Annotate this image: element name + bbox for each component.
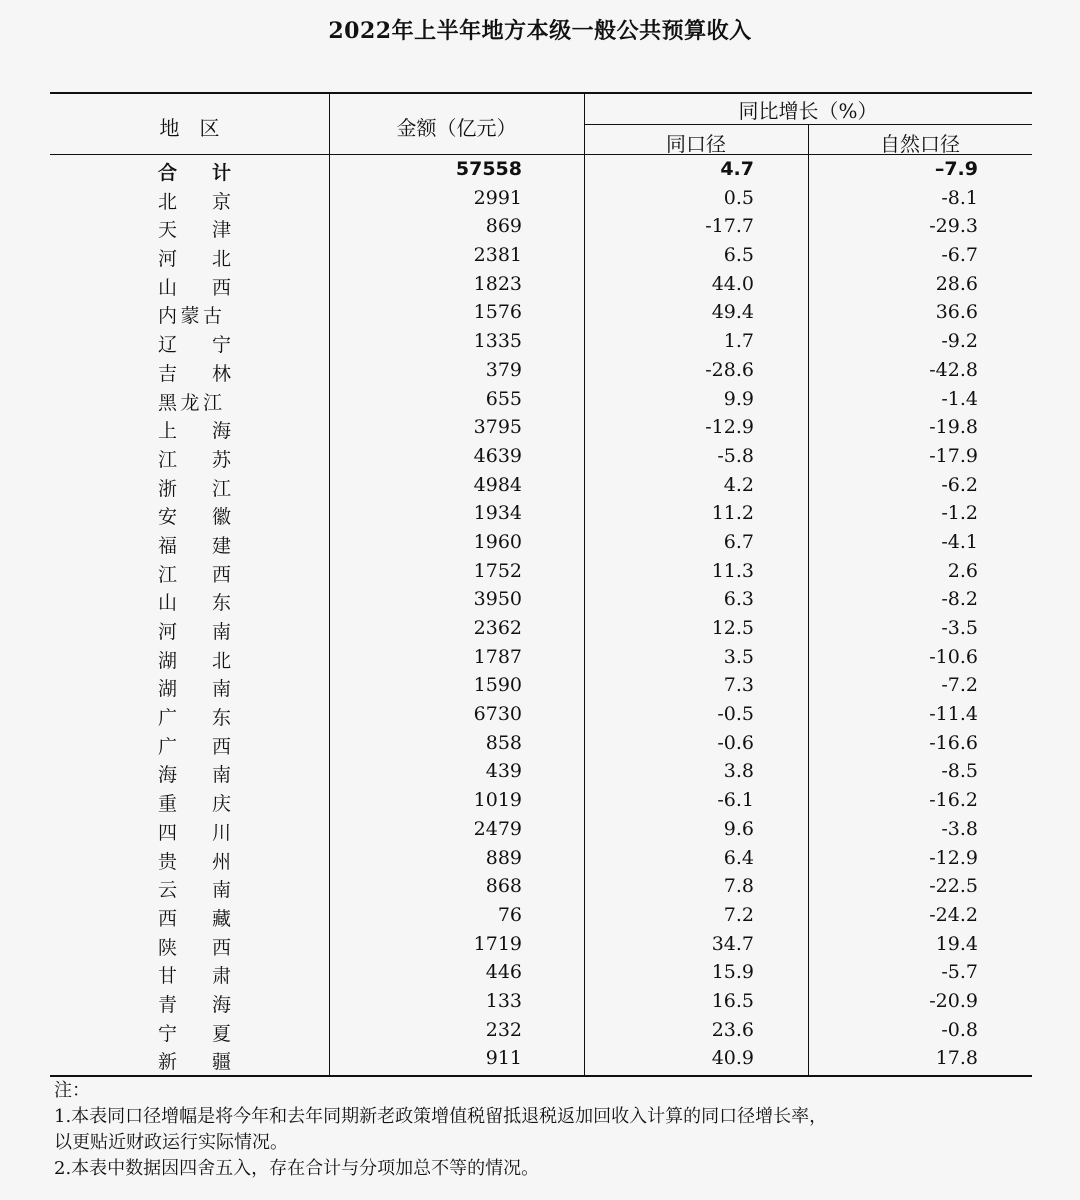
note-1-continued: 以更贴近财政运行实际情况。 bbox=[54, 1132, 288, 1153]
same-basis-cell: 9.9 bbox=[723, 387, 754, 410]
region-name: 广 西 bbox=[158, 735, 240, 758]
same-basis-cell: 9.6 bbox=[723, 817, 754, 840]
amount-cell: 1787 bbox=[473, 645, 522, 668]
table-row bbox=[50, 987, 1032, 1016]
same-basis-cell: 7.2 bbox=[723, 903, 754, 926]
natural-basis-cell: -6.7 bbox=[941, 244, 978, 267]
region-name: 贵 州 bbox=[158, 850, 240, 873]
same-basis-cell: 6.3 bbox=[723, 588, 754, 611]
same-basis-cell: 16.5 bbox=[711, 989, 754, 1012]
same-basis-cell: -12.9 bbox=[705, 416, 754, 439]
amount-cell: 6730 bbox=[473, 703, 522, 726]
natural-basis-cell: -24.2 bbox=[929, 903, 978, 926]
same-basis-cell: 23.6 bbox=[711, 1018, 754, 1041]
same-basis-cell: -0.6 bbox=[717, 731, 754, 754]
region-name: 青 海 bbox=[158, 993, 240, 1016]
same-basis-cell: 6.5 bbox=[723, 244, 754, 267]
page-title: 2022年上半年地方本级一般公共预算收入 bbox=[328, 18, 752, 44]
same-basis-cell: -28.6 bbox=[705, 358, 754, 381]
natural-basis-cell: 28.6 bbox=[935, 272, 978, 295]
natural-basis-cell: -16.2 bbox=[929, 789, 978, 812]
table-row bbox=[50, 815, 1032, 844]
amount-cell: 1934 bbox=[473, 502, 522, 525]
region-name: 内蒙古 bbox=[158, 305, 222, 328]
amount-cell: 1335 bbox=[473, 330, 522, 353]
table-row bbox=[50, 413, 1032, 442]
region-name: 山 西 bbox=[158, 276, 240, 299]
same-basis-cell: 0.5 bbox=[723, 186, 754, 209]
amount-cell: 2991 bbox=[473, 186, 522, 209]
natural-basis-cell: -12.9 bbox=[929, 846, 978, 869]
table-row bbox=[50, 528, 1032, 557]
same-basis-cell: 4.7 bbox=[720, 158, 754, 180]
table-row bbox=[50, 1044, 1032, 1073]
region-name: 天 津 bbox=[158, 219, 240, 242]
natural-basis-cell: -7.2 bbox=[941, 674, 978, 697]
table-row bbox=[50, 1016, 1032, 1045]
table-row bbox=[50, 901, 1032, 930]
region-name: 湖 北 bbox=[158, 649, 240, 672]
table-row bbox=[50, 930, 1032, 959]
table-row bbox=[50, 614, 1032, 643]
natural-basis-cell: -22.5 bbox=[929, 875, 978, 898]
natural-basis-cell: -5.7 bbox=[941, 961, 978, 984]
natural-basis-cell: -1.4 bbox=[941, 387, 978, 410]
natural-basis-cell: -8.1 bbox=[941, 186, 978, 209]
amount-cell: 2362 bbox=[473, 617, 522, 639]
same-basis-cell: 12.5 bbox=[711, 617, 754, 639]
same-basis-cell: 6.4 bbox=[723, 846, 754, 869]
same-basis-cell: 3.5 bbox=[723, 645, 754, 668]
table-bottom-rule bbox=[50, 1075, 1032, 1077]
table-row bbox=[50, 499, 1032, 528]
same-basis-cell: 34.7 bbox=[711, 932, 754, 955]
table-row bbox=[50, 298, 1032, 327]
natural-basis-cell: 19.4 bbox=[935, 932, 978, 955]
amount-cell: 4639 bbox=[473, 444, 522, 467]
table-row bbox=[50, 757, 1032, 786]
table-top-rule bbox=[50, 92, 1032, 94]
table-row bbox=[50, 585, 1032, 614]
amount-cell: 133 bbox=[485, 989, 522, 1012]
natural-basis-cell: -20.9 bbox=[929, 989, 978, 1012]
region-name: 云 南 bbox=[158, 879, 240, 902]
table-row bbox=[50, 958, 1032, 987]
amount-cell: 911 bbox=[485, 1047, 522, 1070]
natural-basis-cell: -1.2 bbox=[941, 502, 978, 525]
amount-cell: 3795 bbox=[473, 416, 522, 439]
region-name: 山 东 bbox=[158, 592, 240, 615]
table-row bbox=[50, 729, 1032, 758]
same-basis-cell: 11.2 bbox=[711, 502, 754, 525]
table-row bbox=[50, 212, 1032, 241]
same-basis-cell: 7.3 bbox=[723, 674, 754, 697]
table-row bbox=[50, 844, 1032, 873]
same-basis-cell: 15.9 bbox=[711, 961, 754, 984]
natural-basis-cell: -8.2 bbox=[941, 588, 978, 611]
region-name: 海 南 bbox=[158, 764, 240, 787]
region-name: 江 西 bbox=[158, 563, 240, 586]
amount-cell: 76 bbox=[497, 903, 522, 926]
region-name: 合 计 bbox=[158, 162, 240, 184]
region-name: 江 苏 bbox=[158, 448, 240, 471]
region-name: 黑龙江 bbox=[158, 391, 222, 414]
amount-cell: 1823 bbox=[473, 272, 522, 295]
table-row bbox=[50, 442, 1032, 471]
table-row bbox=[50, 241, 1032, 270]
natural-basis-cell: -4.1 bbox=[941, 530, 978, 553]
same-basis-cell: 49.4 bbox=[711, 301, 754, 324]
amount-cell: 1752 bbox=[473, 559, 522, 582]
note-heading: 注： bbox=[54, 1080, 90, 1101]
table-body bbox=[50, 155, 1032, 1073]
footnotes bbox=[54, 1078, 827, 1182]
amount-cell: 379 bbox=[485, 358, 522, 381]
same-basis-cell: 6.7 bbox=[723, 530, 754, 553]
same-basis-cell: -5.8 bbox=[717, 444, 754, 467]
natural-basis-cell: -16.6 bbox=[929, 731, 978, 754]
table-row bbox=[50, 356, 1032, 385]
same-basis-cell: 7.8 bbox=[723, 875, 754, 898]
amount-cell: 1019 bbox=[473, 789, 522, 812]
natural-basis-cell: -3.5 bbox=[941, 617, 978, 639]
amount-cell: 1590 bbox=[473, 674, 522, 697]
natural-basis-cell: –7.9 bbox=[934, 158, 978, 180]
same-basis-cell: -6.1 bbox=[717, 789, 754, 812]
natural-basis-cell: -10.6 bbox=[929, 645, 978, 668]
same-basis-cell: 3.8 bbox=[723, 760, 754, 783]
same-basis-cell: 4.2 bbox=[723, 473, 754, 496]
table-row bbox=[50, 385, 1032, 414]
amount-cell: 869 bbox=[485, 215, 522, 238]
table-row bbox=[50, 643, 1032, 672]
region-name: 北 京 bbox=[158, 190, 240, 213]
amount-cell: 1576 bbox=[473, 301, 522, 324]
amount-cell: 868 bbox=[485, 875, 522, 898]
natural-basis-cell: -29.3 bbox=[929, 215, 978, 238]
header-region: 地区 bbox=[159, 116, 240, 140]
amount-cell: 57558 bbox=[455, 158, 522, 180]
table-row bbox=[50, 671, 1032, 700]
amount-cell: 2479 bbox=[473, 817, 522, 840]
region-name: 湖 南 bbox=[158, 678, 240, 701]
region-name: 吉 林 bbox=[158, 362, 240, 385]
region-name: 辽 宁 bbox=[158, 334, 240, 357]
region-name: 西 藏 bbox=[158, 907, 240, 930]
natural-basis-cell: 2.6 bbox=[947, 559, 978, 582]
amount-cell: 232 bbox=[485, 1018, 522, 1041]
amount-cell: 446 bbox=[485, 961, 522, 984]
amount-cell: 439 bbox=[485, 760, 522, 783]
region-name: 河 南 bbox=[158, 621, 240, 643]
header-same-basis: 同口径 bbox=[666, 132, 726, 156]
header-yoy-growth: 同比增长（%） bbox=[738, 99, 878, 123]
amount-cell: 2381 bbox=[473, 244, 522, 267]
region-name: 广 东 bbox=[158, 707, 240, 730]
table-row bbox=[50, 557, 1032, 586]
table-row bbox=[50, 184, 1032, 213]
table-row bbox=[50, 786, 1032, 815]
same-basis-cell: -17.7 bbox=[705, 215, 754, 238]
header-amount: 金额（亿元） bbox=[396, 116, 517, 140]
natural-basis-cell: -11.4 bbox=[929, 703, 978, 726]
same-basis-cell: 40.9 bbox=[711, 1047, 754, 1070]
table-row bbox=[50, 700, 1032, 729]
note-2: 2.本表中数据因四舍五入，存在合计与分项加总不等的情况。 bbox=[54, 1158, 540, 1179]
natural-basis-cell: -42.8 bbox=[929, 358, 978, 381]
region-name: 安 徽 bbox=[158, 506, 240, 529]
table-row-total bbox=[50, 155, 1032, 184]
region-name: 陕 西 bbox=[158, 936, 240, 959]
natural-basis-cell: -9.2 bbox=[941, 330, 978, 353]
amount-cell: 4984 bbox=[473, 473, 522, 496]
region-name: 重 庆 bbox=[158, 793, 240, 816]
same-basis-cell: -0.5 bbox=[717, 703, 754, 726]
same-basis-cell: 44.0 bbox=[711, 272, 754, 295]
region-name: 浙 江 bbox=[158, 477, 240, 500]
header-natural-basis: 自然口径 bbox=[880, 132, 960, 156]
amount-cell: 1960 bbox=[473, 530, 522, 553]
amount-cell: 858 bbox=[485, 731, 522, 754]
same-basis-cell: 1.7 bbox=[723, 330, 754, 353]
natural-basis-cell: -6.2 bbox=[941, 473, 978, 496]
region-name: 宁 夏 bbox=[158, 1022, 240, 1045]
natural-basis-cell: 17.8 bbox=[935, 1047, 978, 1070]
region-name: 福 建 bbox=[158, 534, 240, 557]
natural-basis-cell: -8.5 bbox=[941, 760, 978, 783]
natural-basis-cell: -0.8 bbox=[941, 1018, 978, 1041]
region-name: 甘 肃 bbox=[158, 965, 240, 988]
natural-basis-cell: -3.8 bbox=[941, 817, 978, 840]
amount-cell: 3950 bbox=[473, 588, 522, 611]
region-name: 新 疆 bbox=[158, 1051, 240, 1074]
natural-basis-cell: 36.6 bbox=[935, 301, 978, 324]
region-name: 四 川 bbox=[158, 821, 240, 844]
natural-basis-cell: -17.9 bbox=[929, 444, 978, 467]
table-row bbox=[50, 327, 1032, 356]
amount-cell: 1719 bbox=[473, 932, 522, 955]
table-row bbox=[50, 270, 1032, 299]
same-basis-cell: 11.3 bbox=[711, 559, 754, 582]
amount-cell: 655 bbox=[485, 387, 522, 410]
amount-cell: 889 bbox=[485, 846, 522, 869]
natural-basis-cell: -19.8 bbox=[929, 416, 978, 439]
note-1: 1.本表同口径增幅是将今年和去年同期新老政策增值税留抵退税返加回收入计算的同口径增长率， bbox=[54, 1106, 828, 1127]
region-name: 河 北 bbox=[158, 248, 240, 271]
region-name: 上 海 bbox=[158, 420, 240, 443]
table-row bbox=[50, 872, 1032, 901]
table-row bbox=[50, 471, 1032, 500]
